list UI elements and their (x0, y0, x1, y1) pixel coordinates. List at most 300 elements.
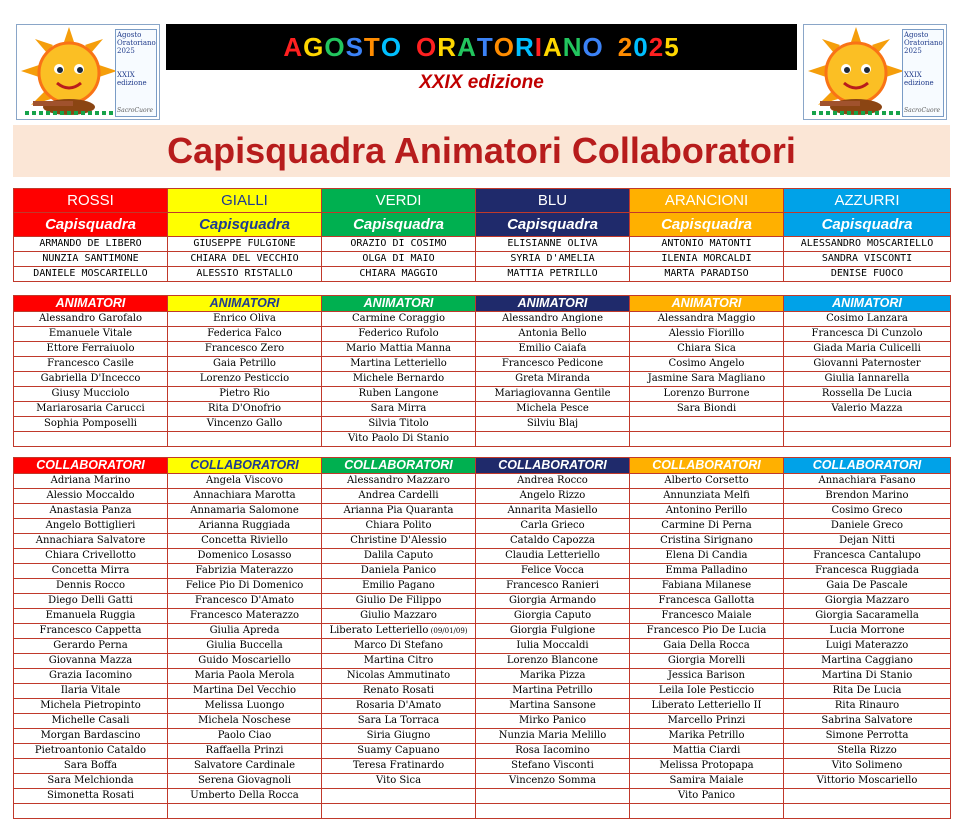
capisquadra-name: GIUSEPPE FULGIONE (168, 237, 322, 252)
capisquadra-name: ALESSANDRO MOSCARIELLO (784, 237, 951, 252)
title-letter: O (582, 32, 604, 62)
collaboratore-name: Vincenzo Somma (476, 774, 630, 789)
table-row (14, 519, 951, 534)
collaboratore-name: Felice Pio Di Domenico (168, 579, 322, 594)
table-row (14, 684, 951, 699)
table-row (14, 387, 951, 402)
collaboratori-header: COLLABORATORI (14, 458, 168, 474)
capisquadra-name: ANTONIO MATONTI (630, 237, 784, 252)
collaboratore-name: Simone Perrotta (784, 729, 951, 744)
title-letter: I (534, 32, 543, 62)
animatore-name (476, 432, 630, 447)
title-letter (604, 24, 618, 70)
collaboratore-name: Melissa Protopapa (630, 759, 784, 774)
collaboratore-name (476, 804, 630, 819)
table-row (14, 639, 951, 654)
collaboratore-name: Martina Citro (322, 654, 476, 669)
collaboratori-header: COLLABORATORI (322, 458, 476, 474)
collaboratore-name: Francesco Pio De Lucia (630, 624, 784, 639)
collaboratore-name: Michela Pietropinto (14, 699, 168, 714)
table-row (14, 594, 951, 609)
collaboratore-name: Liberato Letteriello II (630, 699, 784, 714)
capisquadra-table (13, 188, 951, 282)
title-letter: O (380, 32, 403, 62)
collaboratore-name: Vito Sica (322, 774, 476, 789)
logo-text-4: XXIX (904, 71, 922, 79)
table-row (14, 372, 951, 387)
collaboratori-header: COLLABORATORI (630, 458, 784, 474)
animatori-header: ANIMATORI (168, 296, 322, 312)
table-row (14, 432, 951, 447)
animatore-name: Emilio Caiafa (476, 342, 630, 357)
collaboratore-name: Diego Delli Gatti (14, 594, 168, 609)
animatore-name: Ruben Langone (322, 387, 476, 402)
collaboratore-name: Vito Solimeno (784, 759, 951, 774)
team-header-rossi: ROSSI (14, 189, 168, 213)
collaboratore-name: Giorgia Mazzaro (784, 594, 951, 609)
collaboratore-name: Teresa Fratinardo (322, 759, 476, 774)
collaboratore-name: Rita Rinauro (784, 699, 951, 714)
table-row (14, 759, 951, 774)
collaboratore-name: Simonetta Rosati (14, 789, 168, 804)
sun-guitar-icon (804, 25, 908, 119)
collaboratore-name: Luigi Materazzo (784, 639, 951, 654)
title-letter: A (283, 32, 304, 62)
capisquadra-name: NUNZIA SANTIMONE (14, 252, 168, 267)
title-letter: T (476, 32, 494, 62)
animatori-table (13, 295, 951, 447)
capisquadra-name: ARMANDO DE LIBERO (14, 237, 168, 252)
table-row (14, 252, 951, 267)
collaboratore-name: Martina Sansone (476, 699, 630, 714)
collaboratore-name: Renato Rosati (322, 684, 476, 699)
collaboratore-name: Michela Noschese (168, 714, 322, 729)
animatore-name: Ettore Ferraiuolo (14, 342, 168, 357)
animatore-name: Silvia Titolo (322, 417, 476, 432)
animatore-name: Antonia Bello (476, 327, 630, 342)
animatore-name: Lorenzo Burrone (630, 387, 784, 402)
animatore-name: Mariarosaria Carucci (14, 402, 168, 417)
collaboratore-name: Raffaella Prinzi (168, 744, 322, 759)
team-header-verdi: VERDI (322, 189, 476, 213)
collaboratore-name (476, 789, 630, 804)
capisquadra-header: Capisquadra (630, 213, 784, 237)
animatore-name: Francesca Di Cunzolo (784, 327, 951, 342)
table-row (14, 342, 951, 357)
collaboratore-name: Christine D'Alessio (322, 534, 476, 549)
collaboratore-name: Anastasia Panza (14, 504, 168, 519)
table-row (14, 564, 951, 579)
animatore-name: Giulia Iannarella (784, 372, 951, 387)
capisquadra-header: Capisquadra (322, 213, 476, 237)
collaboratore-name: Leila Iole Pesticcio (630, 684, 784, 699)
table-row (14, 789, 951, 804)
collaboratore-name: Sara Boffa (14, 759, 168, 774)
collaboratore-name (784, 804, 951, 819)
collaboratore-name: Dennis Rocco (14, 579, 168, 594)
table-row (14, 654, 951, 669)
logo-text-3: 2025 (117, 47, 135, 55)
collaboratori-header: COLLABORATORI (784, 458, 951, 474)
collaboratore-name: Cristina Sirignano (630, 534, 784, 549)
collaboratore-name: Emanuela Ruggia (14, 609, 168, 624)
table-row (14, 237, 951, 252)
collaboratore-name: Francesca Ruggiada (784, 564, 951, 579)
collaboratore-name: Giorgia Armando (476, 594, 630, 609)
collaboratore-name: Annamaria Salomone (168, 504, 322, 519)
animatore-name: Federico Rufolo (322, 327, 476, 342)
collaboratore-name: Martina Caggiano (784, 654, 951, 669)
collaboratore-name: Arianna Pia Quaranta (322, 504, 476, 519)
animatore-name (630, 417, 784, 432)
capisquadra-header: Capisquadra (784, 213, 951, 237)
logo-right (803, 24, 947, 120)
collaboratore-name: Marika Petrillo (630, 729, 784, 744)
collaboratore-name: Giulio De Filippo (322, 594, 476, 609)
collaboratore-name: Alessio Moccaldo (14, 489, 168, 504)
collaboratore-name (168, 804, 322, 819)
collaboratore-name: Cataldo Capozza (476, 534, 630, 549)
animatore-name: Michela Pesce (476, 402, 630, 417)
collaboratore-name: Fabiana Milanese (630, 579, 784, 594)
logo-left (16, 24, 160, 120)
collaboratore-name: Marcello Prinzi (630, 714, 784, 729)
logo-text-5: edizione (117, 79, 147, 87)
collaboratore-name (784, 789, 951, 804)
animatore-name: Pietro Rio (168, 387, 322, 402)
table-row (14, 489, 951, 504)
collaboratore-name: Carla Grieco (476, 519, 630, 534)
capisquadra-name: DANIELE MOSCARIELLO (14, 267, 168, 282)
collaboratore-name: Emma Palladino (630, 564, 784, 579)
animatore-name: Giada Maria Culicelli (784, 342, 951, 357)
capisquadra-name: CHIARA MAGGIO (322, 267, 476, 282)
logo-text-1: Agosto (904, 31, 929, 39)
table-row (14, 267, 951, 282)
animatori-header: ANIMATORI (784, 296, 951, 312)
collaboratore-name: Martina Di Stanio (784, 669, 951, 684)
capisquadra-name: ILENIA MORCALDI (630, 252, 784, 267)
title-letter: O (416, 32, 438, 62)
collaboratore-name: Felice Vocca (476, 564, 630, 579)
animatore-name: Sara Mirra (322, 402, 476, 417)
animatore-name: Vito Paolo Di Stanio (322, 432, 476, 447)
table-row (14, 474, 951, 489)
animatore-name: Greta Miranda (476, 372, 630, 387)
collaboratore-name: Angelo Rizzo (476, 489, 630, 504)
collaboratore-name: Gaia De Pascale (784, 579, 951, 594)
collaboratore-name: Umberto Della Rocca (168, 789, 322, 804)
capisquadra-name: DENISE FUOCO (784, 267, 951, 282)
animatore-name: Rita D'Onofrio (168, 402, 322, 417)
logo-text-2: Oratoriano (117, 39, 156, 47)
table-row (14, 357, 951, 372)
collaboratore-name: Domenico Losasso (168, 549, 322, 564)
table-row (14, 699, 951, 714)
collaboratore-name: Emilio Pagano (322, 579, 476, 594)
capisquadra-name: MARTA PARADISO (630, 267, 784, 282)
animatore-name: Sophia Pomposelli (14, 417, 168, 432)
collaboratore-name: Concetta Mirra (14, 564, 168, 579)
collaboratore-name: Paolo Ciao (168, 729, 322, 744)
table-row (14, 804, 951, 819)
collaboratore-name: Angelo Bottiglieri (14, 519, 168, 534)
collaboratore-name: Giovanna Mazza (14, 654, 168, 669)
collaboratore-name: Rosaria D'Amato (322, 699, 476, 714)
title-letter: O (493, 32, 515, 62)
collaboratore-name: Giulia Buccella (168, 639, 322, 654)
collaboratore-name: Adriana Marino (14, 474, 168, 489)
collaboratore-name: Annachiara Fasano (784, 474, 951, 489)
collaboratore-name (322, 789, 476, 804)
collaboratore-name: Annachiara Salvatore (14, 534, 168, 549)
animatori-header: ANIMATORI (322, 296, 476, 312)
collaboratori-header: COLLABORATORI (168, 458, 322, 474)
logo-text-3: 2025 (904, 47, 922, 55)
animatore-name: Cosimo Angelo (630, 357, 784, 372)
collaboratore-name: Siria Giugno (322, 729, 476, 744)
collaboratore-name (322, 804, 476, 819)
animatori-header: ANIMATORI (630, 296, 784, 312)
logo-text-6: SacroCuore (117, 107, 154, 114)
team-header-arancioni: ARANCIONI (630, 189, 784, 213)
animatore-name: Silviu Blaj (476, 417, 630, 432)
animatore-name: Martina Letteriello (322, 357, 476, 372)
collaboratore-name: Giorgia Caputo (476, 609, 630, 624)
collaboratore-name: Brendon Marino (784, 489, 951, 504)
collaboratore-name: Jessica Barison (630, 669, 784, 684)
animatore-name: Mariagiovanna Gentile (476, 387, 630, 402)
title-letter: R (437, 32, 458, 62)
collaboratore-name: Guido Moscariello (168, 654, 322, 669)
title-letter: R (514, 32, 535, 62)
animatore-name: Gaia Petrillo (168, 357, 322, 372)
animatore-name (784, 432, 951, 447)
capisquadra-name: ORAZIO DI COSIMO (322, 237, 476, 252)
animatore-name: Gabriella D'Incecco (14, 372, 168, 387)
title-letter: 0 (633, 32, 649, 62)
table-row (14, 327, 951, 342)
collaboratore-name: Marco Di Stefano (322, 639, 476, 654)
title-letter (402, 24, 416, 70)
animatore-name: Valerio Mazza (784, 402, 951, 417)
animatore-name: Chiara Sica (630, 342, 784, 357)
collaboratore-name: Vito Panico (630, 789, 784, 804)
collaboratori-header: COLLABORATORI (476, 458, 630, 474)
collaboratore-name (14, 804, 168, 819)
collaboratore-name: Salvatore Cardinale (168, 759, 322, 774)
page-title: Capisquadra Animatori Collaboratori (167, 130, 796, 171)
logo-text-4: XXIX (117, 71, 135, 79)
collaboratore-name: Chiara Crivellotto (14, 549, 168, 564)
collaboratore-name: Sara Melchionda (14, 774, 168, 789)
animatore-name: Federica Falco (168, 327, 322, 342)
table-row (14, 609, 951, 624)
logo-text-1: Agosto (117, 31, 142, 39)
collaboratore-name: Angela Viscovo (168, 474, 322, 489)
collaboratore-name: Antonino Perillo (630, 504, 784, 519)
collaboratore-name: Giulia Apreda (168, 624, 322, 639)
animatore-name: Francesco Pedicone (476, 357, 630, 372)
table-row (14, 774, 951, 789)
capisquadra-name: SYRIA D'AMELIA (476, 252, 630, 267)
collaboratore-name: Morgan Bardascino (14, 729, 168, 744)
table-row (14, 714, 951, 729)
collaboratore-name: Carmine Di Perna (630, 519, 784, 534)
title-letter: T (363, 32, 381, 62)
collaboratore-name: Iulia Moccaldi (476, 639, 630, 654)
collaboratore-name: Francesco Ranieri (476, 579, 630, 594)
collaboratore-name: Elena Di Candia (630, 549, 784, 564)
table-row (14, 744, 951, 759)
animatore-name: Emanuele Vitale (14, 327, 168, 342)
collaboratore-name: Giorgia Sacaramella (784, 609, 951, 624)
table-row (14, 534, 951, 549)
collaboratore-name: Lorenzo Blancone (476, 654, 630, 669)
collaboratore-name: Francesco Cappetta (14, 624, 168, 639)
collaboratore-name: Claudia Letteriello (476, 549, 630, 564)
table-row (14, 312, 951, 327)
capisquadra-header: Capisquadra (14, 213, 168, 237)
collaboratore-name: Michelle Casali (14, 714, 168, 729)
collaboratore-name (630, 804, 784, 819)
collaboratore-name: Gaia Della Rocca (630, 639, 784, 654)
table-row (14, 504, 951, 519)
animatore-name: Michele Bernardo (322, 372, 476, 387)
animatore-name: Francesco Casile (14, 357, 168, 372)
animatore-name: Mario Mattia Manna (322, 342, 476, 357)
team-header-azzurri: AZZURRI (784, 189, 951, 213)
animatore-name: Francesco Zero (168, 342, 322, 357)
collaboratore-name: Concetta Riviello (168, 534, 322, 549)
collaboratore-name: Andrea Cardelli (322, 489, 476, 504)
collaboratore-name: Arianna Ruggiada (168, 519, 322, 534)
table-row (14, 729, 951, 744)
animatore-name (14, 432, 168, 447)
collaboratore-name: Martina Del Vecchio (168, 684, 322, 699)
logo-text-5: edizione (904, 79, 934, 87)
animatore-name: Alessandro Garofalo (14, 312, 168, 327)
animatore-name: Rossella De Lucia (784, 387, 951, 402)
collaboratore-name: Alberto Corsetto (630, 474, 784, 489)
animatore-name: Alessandra Maggio (630, 312, 784, 327)
collaboratore-name: Rosa Iacomino (476, 744, 630, 759)
title-letter: S (345, 32, 364, 62)
collaboratore-name: Giulio Mazzaro (322, 609, 476, 624)
table-row (14, 549, 951, 564)
event-title (166, 24, 797, 70)
collaboratore-name: Francesco Materazzo (168, 609, 322, 624)
animatori-header: ANIMATORI (476, 296, 630, 312)
title-letter: O (324, 32, 346, 62)
logo-text-2: Oratoriano (904, 39, 943, 47)
animatore-name: Alessio Fiorillo (630, 327, 784, 342)
title-letter: 5 (664, 32, 680, 62)
collaboratore-name: Francesca Cantalupo (784, 549, 951, 564)
sun-guitar-icon (17, 25, 121, 119)
collaboratore-name: Annarita Masiello (476, 504, 630, 519)
collaboratore-name: Nicolas Ammutinato (322, 669, 476, 684)
animatore-name: Giusy Mucciolo (14, 387, 168, 402)
collaboratore-name: Alessandro Mazzaro (322, 474, 476, 489)
animatore-name: Jasmine Sara Magliano (630, 372, 784, 387)
collaboratore-name: Francesco Maiale (630, 609, 784, 624)
collaboratore-name: Gerardo Perna (14, 639, 168, 654)
animatore-name: Lorenzo Pesticcio (168, 372, 322, 387)
collaboratore-name: Sara La Torraca (322, 714, 476, 729)
collaboratore-name: Daniele Greco (784, 519, 951, 534)
collaboratore-name: Martina Petrillo (476, 684, 630, 699)
collaboratore-name: Giorgia Fulgione (476, 624, 630, 639)
collaboratore-name: Serena Giovagnoli (168, 774, 322, 789)
collaboratore-name: Andrea Rocco (476, 474, 630, 489)
collaboratore-name: Maria Paola Merola (168, 669, 322, 684)
table-row (14, 417, 951, 432)
title-letter: 2 (648, 32, 665, 62)
collaboratore-name: Stefano Visconti (476, 759, 630, 774)
title-letter: G (303, 32, 325, 62)
title-letter: A (542, 32, 563, 62)
title-letter: 2 (617, 32, 634, 62)
capisquadra-name: SANDRA VISCONTI (784, 252, 951, 267)
collaboratore-name: Mattia Ciardi (630, 744, 784, 759)
collaboratore-name: Giorgia Morelli (630, 654, 784, 669)
table-row (14, 624, 951, 639)
capisquadra-name: ELISIANNE OLIVA (476, 237, 630, 252)
animatore-name: Vincenzo Gallo (168, 417, 322, 432)
collaboratore-name: Francesca Gallotta (630, 594, 784, 609)
title-letter: A (457, 32, 477, 62)
collaboratore-name: Melissa Luongo (168, 699, 322, 714)
collaboratore-name: Rita De Lucia (784, 684, 951, 699)
animatore-name: Alessandro Angione (476, 312, 630, 327)
collaboratore-name: Pietroantonio Cataldo (14, 744, 168, 759)
table-row (14, 402, 951, 417)
capisquadra-name: MATTIA PETRILLO (476, 267, 630, 282)
collaboratore-name: Annachiara Marotta (168, 489, 322, 504)
collaboratore-name: Vittorio Moscariello (784, 774, 951, 789)
name-note: (09/01/09) (428, 627, 468, 635)
collaboratore-name: Lucia Morrone (784, 624, 951, 639)
collaboratore-name: Ilaria Vitale (14, 684, 168, 699)
collaboratore-name: Liberato Letteriello (09/01/09) (322, 624, 476, 639)
animatori-header: ANIMATORI (14, 296, 168, 312)
collaboratore-name: Samira Maiale (630, 774, 784, 789)
capisquadra-header: Capisquadra (168, 213, 322, 237)
collaboratore-name: Grazia Iacomino (14, 669, 168, 684)
animatore-name (630, 432, 784, 447)
animatore-name: Sara Biondi (630, 402, 784, 417)
title-letter: N (562, 32, 583, 62)
animatore-name: Giovanni Paternoster (784, 357, 951, 372)
collaboratori-table (13, 457, 951, 819)
collaboratore-name: Marika Pizza (476, 669, 630, 684)
collaboratore-name: Daniela Panico (322, 564, 476, 579)
collaboratore-name: Suamy Capuano (322, 744, 476, 759)
logo-text-6: SacroCuore (904, 107, 941, 114)
team-header-gialli: GIALLI (168, 189, 322, 213)
animatore-name: Carmine Coraggio (322, 312, 476, 327)
table-row (14, 669, 951, 684)
collaboratore-name: Chiara Polito (322, 519, 476, 534)
team-header-blu: BLU (476, 189, 630, 213)
animatore-name (168, 432, 322, 447)
animatore-name: Enrico Oliva (168, 312, 322, 327)
animatore-name (784, 417, 951, 432)
collaboratore-name: Mirko Panico (476, 714, 630, 729)
collaboratore-name: Nunzia Maria Melillo (476, 729, 630, 744)
collaboratore-name: Dalila Caputo (322, 549, 476, 564)
